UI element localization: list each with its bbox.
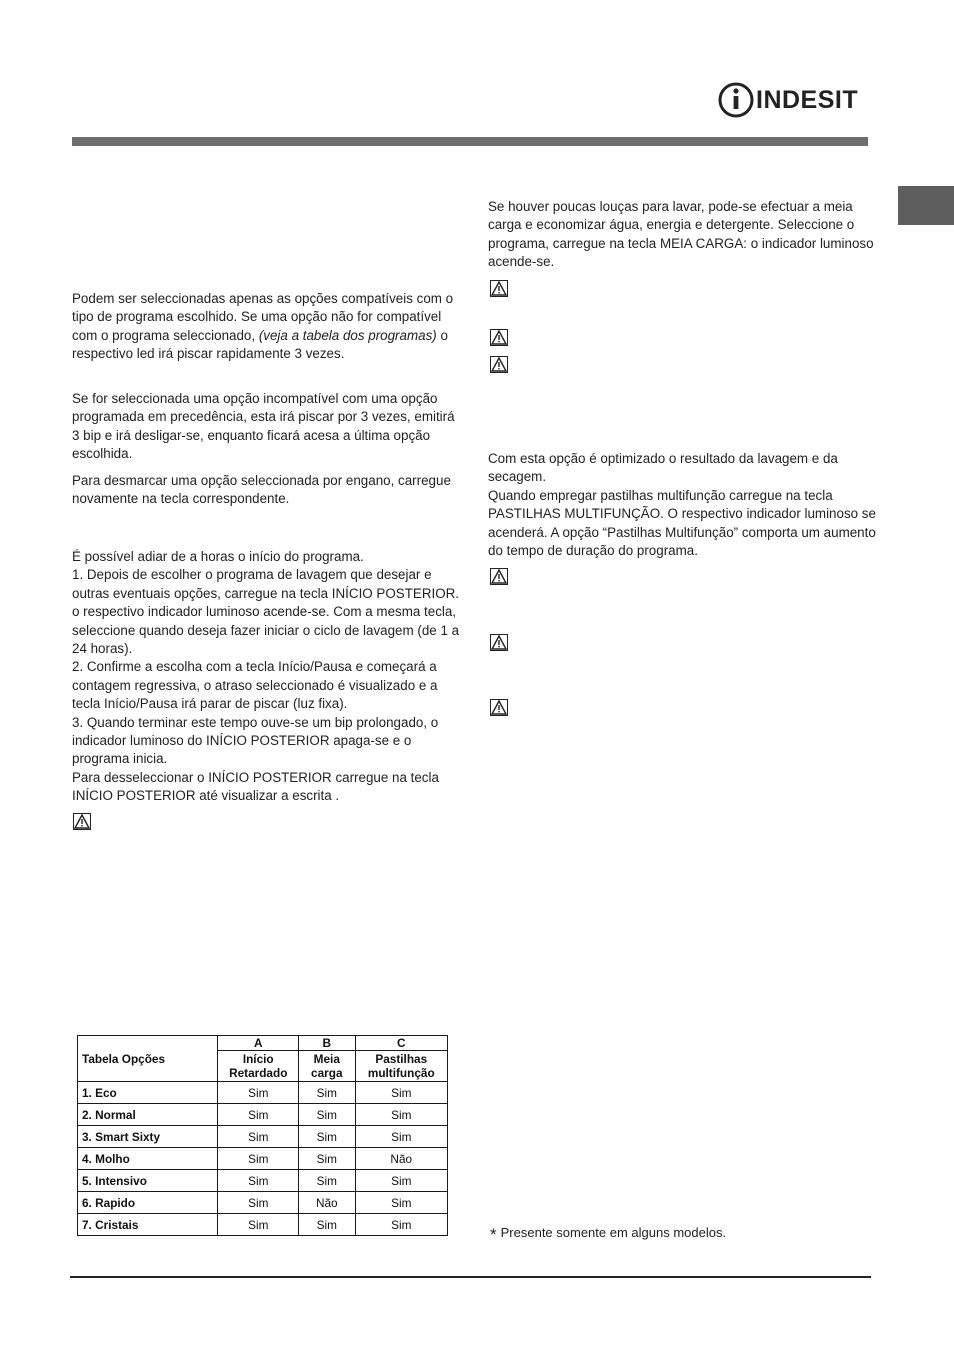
cell-delayed-start: Sim — [218, 1170, 299, 1192]
row-label: 1. Eco — [78, 1082, 218, 1104]
delayed-start-step-3: 3. Quando terminar este tempo ouve-se um bip prolongado, o indicador luminoso do INÍCIO POSTERIOR apaga-se e o programa inicia. — [72, 714, 439, 767]
cell-half-load: Sim — [299, 1170, 355, 1192]
row-label: 5. Intensivo — [78, 1170, 218, 1192]
header-bar — [72, 137, 868, 146]
options-table-reference: (veja a tabela dos programas) — [258, 327, 437, 343]
column-header-delayed-start: Início Retardado — [218, 1051, 299, 1082]
cell-multifunction: Sim — [355, 1104, 447, 1126]
indesit-logo-icon — [718, 80, 754, 120]
row-label: 4. Molho — [78, 1148, 218, 1170]
cell-half-load: Sim — [299, 1082, 355, 1104]
row-label: 3. Smart Sixty — [78, 1126, 218, 1148]
footnote — [490, 1225, 726, 1245]
warning-triangle-icon — [490, 568, 508, 585]
cell-delayed-start: Sim — [218, 1126, 299, 1148]
row-label: 7. Cristais — [78, 1214, 218, 1236]
warning-triangle-icon — [490, 699, 508, 716]
cell-multifunction: Sim — [355, 1170, 447, 1192]
brand-logo — [718, 80, 870, 120]
column-header-half-load: Meia carga — [299, 1051, 355, 1082]
options-table — [77, 1035, 448, 1236]
row-label: 6. Rapido — [78, 1192, 218, 1214]
table-row — [78, 1192, 448, 1214]
cell-half-load: Não — [299, 1192, 355, 1214]
options-intro-paragraph — [72, 290, 464, 364]
cell-half-load: Sim — [299, 1126, 355, 1148]
language-tab — [898, 186, 954, 225]
table-row — [78, 1126, 448, 1148]
options-intro-text: Podem ser seleccionadas apenas as opções compatíveis com o tipo de programa escolhido. Se uma opção não for compatível com o programa seleccionado, — [72, 291, 454, 343]
footer-rule — [70, 1276, 871, 1278]
footnote-asterisk: * — [490, 1225, 497, 1244]
column-letter-a: A — [218, 1036, 299, 1051]
warning-triangle-icon — [490, 356, 508, 373]
cell-half-load: Sim — [299, 1104, 355, 1126]
brand-name: INDESIT — [756, 86, 859, 114]
delayed-start-step-1: 1. Depois de escolher o programa de lavagem que desejar e outras eventuais opções, carregue na tecla INÍCIO POSTERIOR. o respectivo indicador luminoso acende-se. Com a mesma tecla, seleccione quando deseja fazer iniciar o ciclo de lavagem (de 1 a 24 horas). — [72, 567, 460, 657]
cell-delayed-start: Sim — [218, 1082, 299, 1104]
cell-multifunction: Sim — [355, 1192, 447, 1214]
footnote-text: Presente somente em alguns modelos. — [500, 1225, 727, 1240]
cell-multifunction: Sim — [355, 1082, 447, 1104]
table-row — [78, 1082, 448, 1104]
warning-triangle-icon — [490, 634, 508, 651]
delayed-start-cancel: Para desseleccionar o INÍCIO POSTERIOR carregue na tecla INÍCIO POSTERIOR até visualizar a escrita . — [72, 769, 439, 804]
cell-multifunction: Sim — [355, 1126, 447, 1148]
table-row — [78, 1104, 448, 1126]
cell-delayed-start: Sim — [218, 1104, 299, 1126]
multifunction-intro: Com esta opção é optimizado o resultado da lavagem e da secagem. — [488, 451, 838, 485]
cell-delayed-start: Sim — [218, 1214, 299, 1236]
options-table-title: Tabela Opções — [78, 1036, 218, 1082]
delayed-start-intro: É possível adiar de a horas o início do programa. — [72, 549, 364, 564]
cell-multifunction: Sim — [355, 1214, 447, 1236]
cell-delayed-start: Sim — [218, 1148, 299, 1170]
warning-triangle-icon — [73, 813, 91, 830]
warning-triangle-icon — [490, 329, 508, 346]
cell-delayed-start: Sim — [218, 1192, 299, 1214]
cell-multifunction: Não — [355, 1148, 447, 1170]
options-intro-text-end: o respectivo led irá piscar rapidamente 3 vezes. — [72, 327, 448, 362]
table-row — [78, 1148, 448, 1170]
column-header-multifunction-tabs: Pastilhas multifunção — [355, 1051, 447, 1082]
column-letter-b: B — [299, 1036, 355, 1051]
row-label: 2. Normal — [78, 1104, 218, 1126]
table-row — [78, 1170, 448, 1192]
multifunction-usage: Quando empregar pastilhas multifunção carregue na tecla PASTILHAS MULTIFUNÇÃO. O respectivo indicador luminoso se acenderá. A opção “Pastilhas Multifunção” comporta um aumento do tempo de duração do programa. — [488, 487, 876, 559]
table-row — [78, 1214, 448, 1236]
half-load-paragraph: Se houver poucas louças para lavar, pode-se efectuar a meia carga e economizar água, energia e detergente. Seleccione o programa, carregue na tecla MEIA CARGA: o indicador luminoso acende-se. — [488, 199, 874, 270]
cell-half-load: Sim — [299, 1148, 355, 1170]
column-letter-c: C — [355, 1036, 447, 1051]
multifunction-section — [488, 450, 880, 560]
delayed-start-step-2: 2. Confirme a escolha com a tecla Início/Pausa e começará a contagem regressiva, o atraso seleccionado é visualizado e a tecla Início/Pausa irá parar de piscar (luz fixa). — [72, 659, 438, 712]
incompatible-option-paragraph: Se for seleccionada uma opção incompatível com uma opção programada em precedência, esta irá piscar por 3 vezes, emitirá 3 bip e irá desligar-se, enquanto ficará acesa a última opção escolhida. — [72, 391, 455, 462]
delayed-start-section — [72, 548, 464, 806]
deselect-option-paragraph: Para desmarcar uma opção seleccionada por engano, carregue novamente na tecla correspondente. — [72, 473, 451, 507]
warning-triangle-icon — [490, 280, 508, 297]
cell-half-load: Sim — [299, 1214, 355, 1236]
